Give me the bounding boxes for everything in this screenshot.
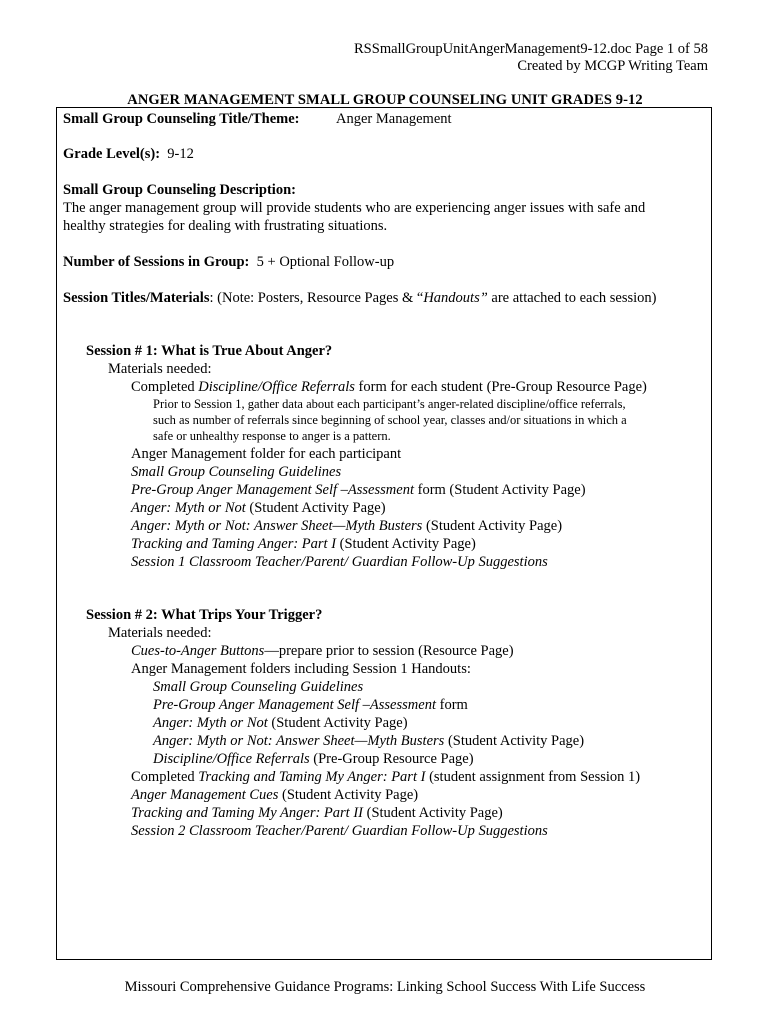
materials-note-post: are attached to each session) — [487, 290, 657, 306]
item-title: Pre-Group Anger Management Self –Assessment — [153, 697, 436, 713]
session-2-item — [131, 786, 418, 804]
item-text: Completed — [131, 769, 199, 785]
session-2-heading-text: Session # 2: What Trips Your Trigger? — [86, 607, 323, 623]
item-text: —prepare prior to session (Resource Page) — [264, 643, 514, 659]
session-2-materials-needed: Materials needed: — [108, 625, 212, 641]
sessions-label: Number of Sessions in Group: — [63, 254, 250, 270]
grade-label: Grade Level(s): — [63, 146, 161, 162]
session-1-item — [131, 481, 586, 499]
session-2-subitem — [153, 750, 474, 768]
theme-row — [63, 110, 299, 128]
materials-note-italic: Handouts” — [423, 290, 488, 306]
session-1-item: Anger Management folder for each participant — [131, 446, 402, 462]
session-1-item — [131, 517, 562, 535]
item-title: Cues-to-Anger Buttons — [131, 643, 265, 659]
item-text: Completed — [131, 379, 199, 395]
item-title: Pre-Group Anger Management Self –Assessment — [131, 482, 414, 498]
grade-value: 9-12 — [167, 146, 194, 162]
session-2-subitem — [153, 732, 584, 750]
item-title: Session 1 Classroom Teacher/Parent/ Guardian Follow-Up Suggestions — [131, 554, 548, 570]
session-1-heading-text: Session # 1: What is True About Anger? — [86, 343, 333, 359]
materials-note-pre: : (Note: Posters, Resource Pages & “ — [209, 290, 424, 306]
item-title: Session 2 Classroom Teacher/Parent/ Guardian Follow-Up Suggestions — [131, 823, 548, 839]
description-line-2: healthy strategies for dealing with frustrating situations. — [63, 218, 388, 234]
item-text: form (Student Activity Page) — [413, 482, 586, 498]
item-title: Tracking and Taming My Anger: Part II — [131, 805, 363, 821]
item-title: Anger Management Cues — [131, 787, 279, 803]
session-2-heading — [86, 606, 322, 624]
materials-row — [63, 289, 656, 307]
doc-header-filename: RSSmallGroupUnitAngerManagement9-12.doc Page 1 of 58 — [354, 41, 708, 57]
session-1-materials-needed: Materials needed: — [108, 361, 212, 377]
item-text: (Student Activity Page) — [422, 518, 563, 534]
item-title: Tracking and Taming Anger: Part I — [131, 536, 337, 552]
item-title: Discipline/Office Referrals — [153, 751, 310, 767]
theme-label: Small Group Counseling Title/Theme: — [63, 111, 300, 127]
session-1-item — [131, 499, 386, 517]
session-1-note-line-3: safe or unhealthy response to anger is a pattern. — [153, 429, 391, 443]
session-2-subitem — [153, 696, 468, 714]
grade-row — [63, 145, 194, 163]
item-text: (student assignment from Session 1) — [425, 769, 641, 785]
item-title: Tracking and Taming My Anger: Part I — [198, 769, 426, 785]
item-text: (Student Activity Page) — [336, 536, 476, 552]
item-title: Anger: Myth or Not: Answer Sheet—Myth Busters — [131, 518, 423, 534]
session-1-item — [131, 535, 476, 553]
item-text: (Student Activity Page) — [278, 787, 419, 803]
item-text: (Student Activity Page) — [267, 715, 408, 731]
session-2-item — [131, 768, 640, 786]
page-footer: Missouri Comprehensive Guidance Programs: Linking School Success With Life Success — [124, 979, 646, 995]
page-title: ANGER MANAGEMENT SMALL GROUP COUNSELING UNIT GRADES 9-12 — [127, 92, 643, 108]
item-title: Small Group Counseling Guidelines — [131, 464, 342, 480]
session-2-item — [131, 804, 503, 822]
session-2-subitem — [153, 678, 363, 696]
item-title: Anger: Myth or Not — [153, 715, 268, 731]
item-title: Discipline/Office Referrals — [198, 379, 355, 395]
session-1-heading — [86, 342, 332, 360]
item-title: Small Group Counseling Guidelines — [153, 679, 364, 695]
doc-header-created-by: Created by MCGP Writing Team — [517, 58, 708, 74]
materials-label: Session Titles/Materials — [63, 290, 210, 306]
session-1-item — [131, 553, 548, 571]
session-2-subitem — [153, 714, 408, 732]
description-row — [63, 181, 296, 199]
theme-value: Anger Management — [336, 111, 452, 127]
session-2-item — [131, 822, 548, 840]
item-text: (Student Activity Page) — [444, 733, 585, 749]
item-text: (Student Activity Page) — [363, 805, 503, 821]
item-title: Anger: Myth or Not — [131, 500, 246, 516]
sessions-value: 5 + Optional Follow-up — [256, 254, 395, 270]
sessions-row — [63, 253, 394, 271]
session-1-item — [131, 463, 341, 481]
description-line-1: The anger management group will provide students who are experiencing anger issues with safe and — [63, 200, 646, 216]
item-text: (Pre-Group Resource Page) — [309, 751, 474, 767]
item-text: form for each student (Pre-Group Resource Page) — [354, 379, 647, 395]
item-text: (Student Activity Page) — [245, 500, 386, 516]
item-text: form — [435, 697, 468, 713]
session-1-note-line-2: such as number of referrals since beginning of school year, classes and/or situations in which a — [153, 413, 627, 427]
description-label: Small Group Counseling Description: — [63, 182, 296, 198]
session-2-item — [131, 642, 514, 660]
session-1-item — [131, 378, 647, 396]
item-title: Anger: Myth or Not: Answer Sheet—Myth Busters — [153, 733, 445, 749]
session-1-note-line-1: Prior to Session 1, gather data about each participant’s anger-related discipline/office referrals, — [153, 397, 626, 411]
session-2-item: Anger Management folders including Session 1 Handouts: — [131, 661, 471, 677]
